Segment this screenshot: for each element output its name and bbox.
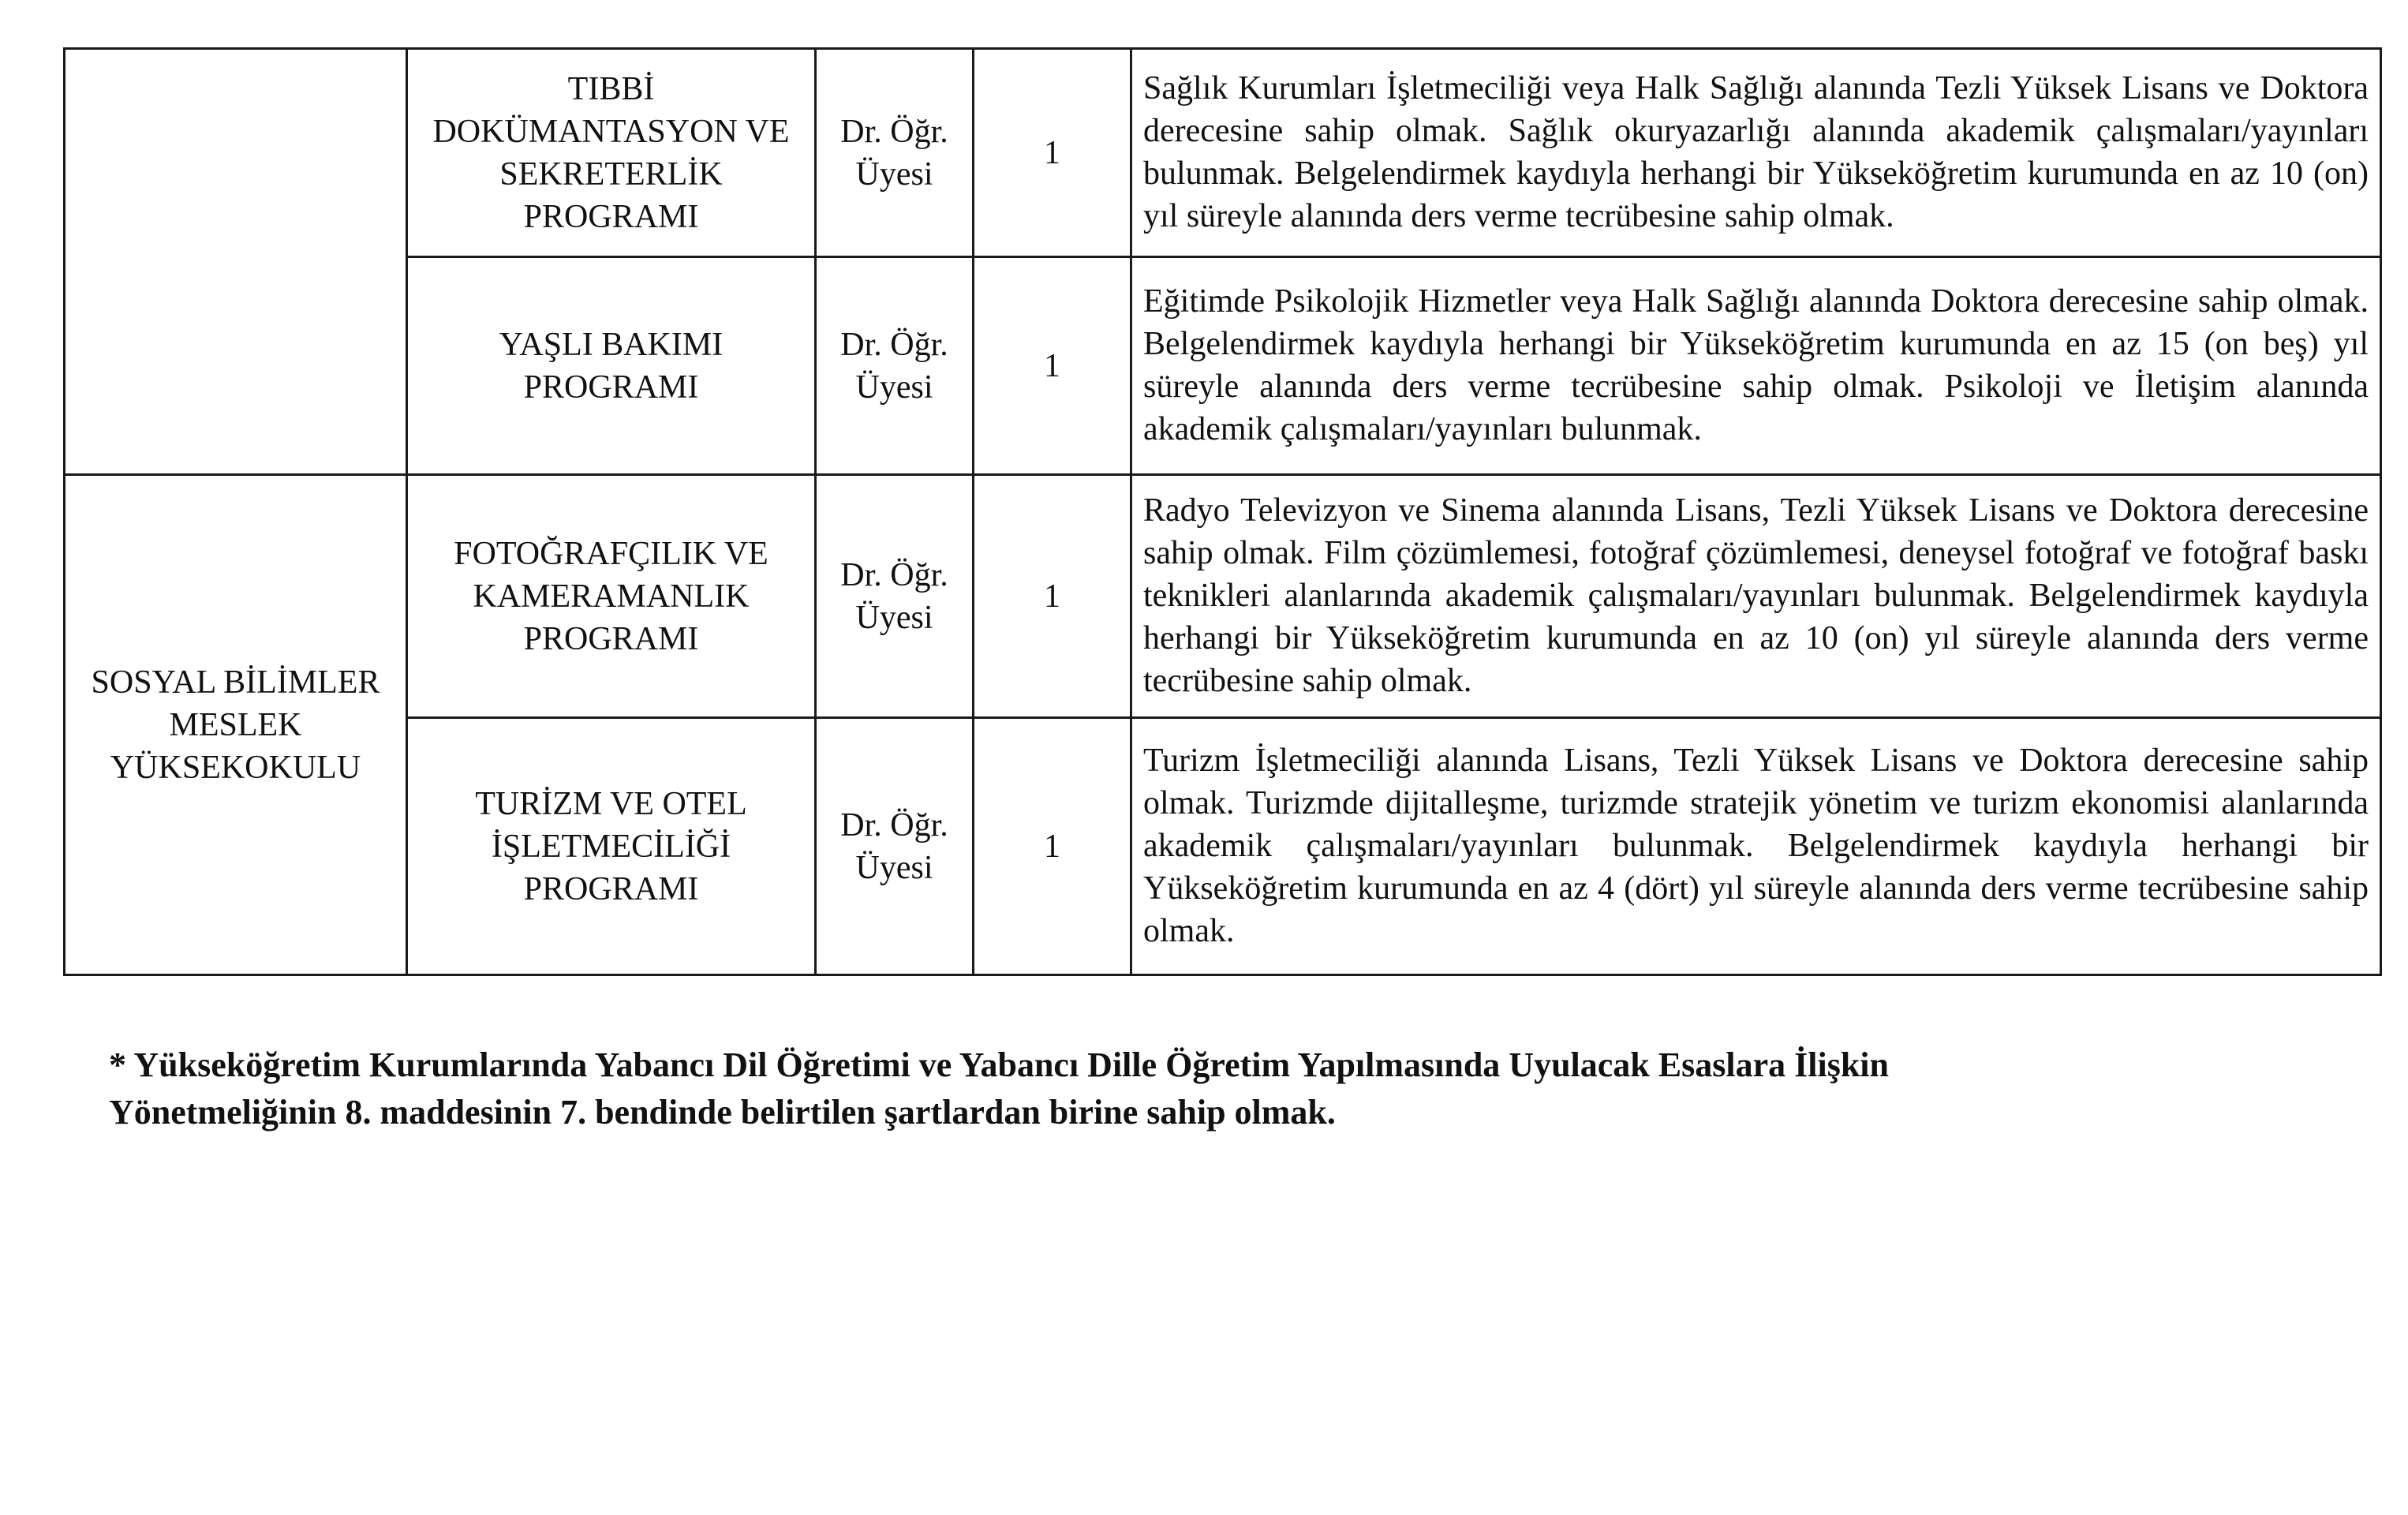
unit-cell — [65, 475, 407, 975]
title-line: Dr. Öğr. — [840, 806, 948, 844]
title-line: Dr. Öğr. — [840, 556, 948, 593]
table-row — [65, 475, 2381, 718]
program-line: TURİZM VE OTEL — [475, 785, 747, 822]
program-line: DOKÜMANTASYON VE — [432, 113, 790, 150]
title-line: Üyesi — [855, 599, 933, 636]
title-line: Üyesi — [855, 849, 933, 886]
count-cell: 1 — [974, 257, 1131, 475]
unit-line: MESLEK — [169, 706, 302, 743]
program-cell — [407, 257, 816, 475]
title-cell — [816, 475, 974, 718]
program-line: PROGRAMI — [523, 620, 699, 657]
requirements-cell — [1131, 718, 2381, 975]
footnote — [109, 1042, 2302, 1136]
program-line: PROGRAMI — [523, 198, 699, 235]
footnote-line: * Yükseköğretim Kurumlarında Yabancı Dil Öğretimi ve Yabancı Dille Öğretim Yapılmasında Uyulacak Esaslara İlişkin — [109, 1046, 1889, 1084]
table-row — [65, 49, 2381, 257]
program-cell — [407, 475, 816, 718]
unit-cell-empty — [65, 49, 407, 475]
program-line: İŞLETMECİLİĞİ — [491, 828, 731, 865]
count-cell: 1 — [974, 718, 1131, 975]
requirements-text: Radyo Televizyon ve Sinema alanında Lisans, Tezli Yüksek Lisans ve Doktora derecesine sahip olmak. Film çözümlemesi, fotoğraf çözümlemesi, deneysel fotoğraf ve fotoğraf baskı teknikleri alanlarında akademik çalışmaları/yayınları bulunmak. Belgelendirmek kaydıyla herhangi bir Yükseköğretim kurumunda en az 10 (on) yıl süreyle alanında ders verme tecrübesine sahip olmak. — [1143, 492, 2369, 699]
count-cell: 1 — [974, 49, 1131, 257]
program-line: PROGRAMI — [523, 870, 699, 907]
program-line: KAMERAMANLIK — [473, 578, 750, 615]
program-line: PROGRAMI — [523, 368, 699, 406]
requirements-cell — [1131, 475, 2381, 718]
program-cell — [407, 49, 816, 257]
program-line: YAŞLI BAKIMI — [499, 326, 724, 363]
table-row — [65, 257, 2381, 475]
table-row — [65, 718, 2381, 975]
program-line: SEKRETERLİK — [499, 155, 723, 193]
requirements-cell — [1131, 49, 2381, 257]
unit-line: SOSYAL BİLİMLER — [91, 664, 380, 701]
title-cell — [816, 718, 974, 975]
positions-table — [63, 47, 2382, 976]
requirements-text: Sağlık Kurumları İşletmeciliği veya Halk Sağlığı alanında Tezli Yüksek Lisans ve Doktora derecesine sahip olmak. Sağlık okuryazarlığı alanında akademik çalışmaları/yayınları bulunmak. Belgelendirmek kaydıyla herhangi bir Yükseköğretim kurumunda en az 10 (on) yıl süreyle alanında ders verme tecrübesine sahip olmak. — [1143, 69, 2369, 234]
title-line: Üyesi — [855, 155, 933, 193]
requirements-cell — [1131, 257, 2381, 475]
requirements-text: Eğitimde Psikolojik Hizmetler veya Halk Sağlığı alanında Doktora derecesine sahip olmak. Belgelendirmek kaydıyla herhangi bir Yükseköğretim kurumunda en az 15 (on beş) yıl süreyle alanında ders verme tecrübesine sahip olmak. Psikoloji ve İletişim alanında akademik çalışmaları/yayınları bulunmak. — [1143, 282, 2369, 447]
count-cell: 1 — [974, 475, 1131, 718]
title-line: Dr. Öğr. — [840, 326, 948, 363]
footnote-line: Yönetmeliğinin 8. maddesinin 7. bendinde belirtilen şartlardan birine sahip olmak. — [109, 1093, 1336, 1132]
title-cell — [816, 49, 974, 257]
title-line: Üyesi — [855, 368, 933, 406]
program-line: FOTOĞRAFÇILIK VE — [454, 535, 768, 572]
title-cell — [816, 257, 974, 475]
requirements-text: Turizm İşletmeciliği alanında Lisans, Tezli Yüksek Lisans ve Doktora derecesine sahip olmak. Turizmde dijitalleşme, turizmde stratejik yönetim ve turizm ekonomisi alanlarında akademik çalışmaları/yayınları bulunmak. Belgelendirmek kaydıyla herhangi bir Yükseköğretim kurumunda en az 4 (dört) yıl süreyle alanında ders verme tecrübesine sahip olmak. — [1143, 742, 2369, 949]
program-line: TIBBİ — [567, 70, 655, 107]
unit-line: YÜKSEKOKULU — [110, 749, 361, 786]
title-line: Dr. Öğr. — [840, 113, 948, 150]
program-cell — [407, 718, 816, 975]
